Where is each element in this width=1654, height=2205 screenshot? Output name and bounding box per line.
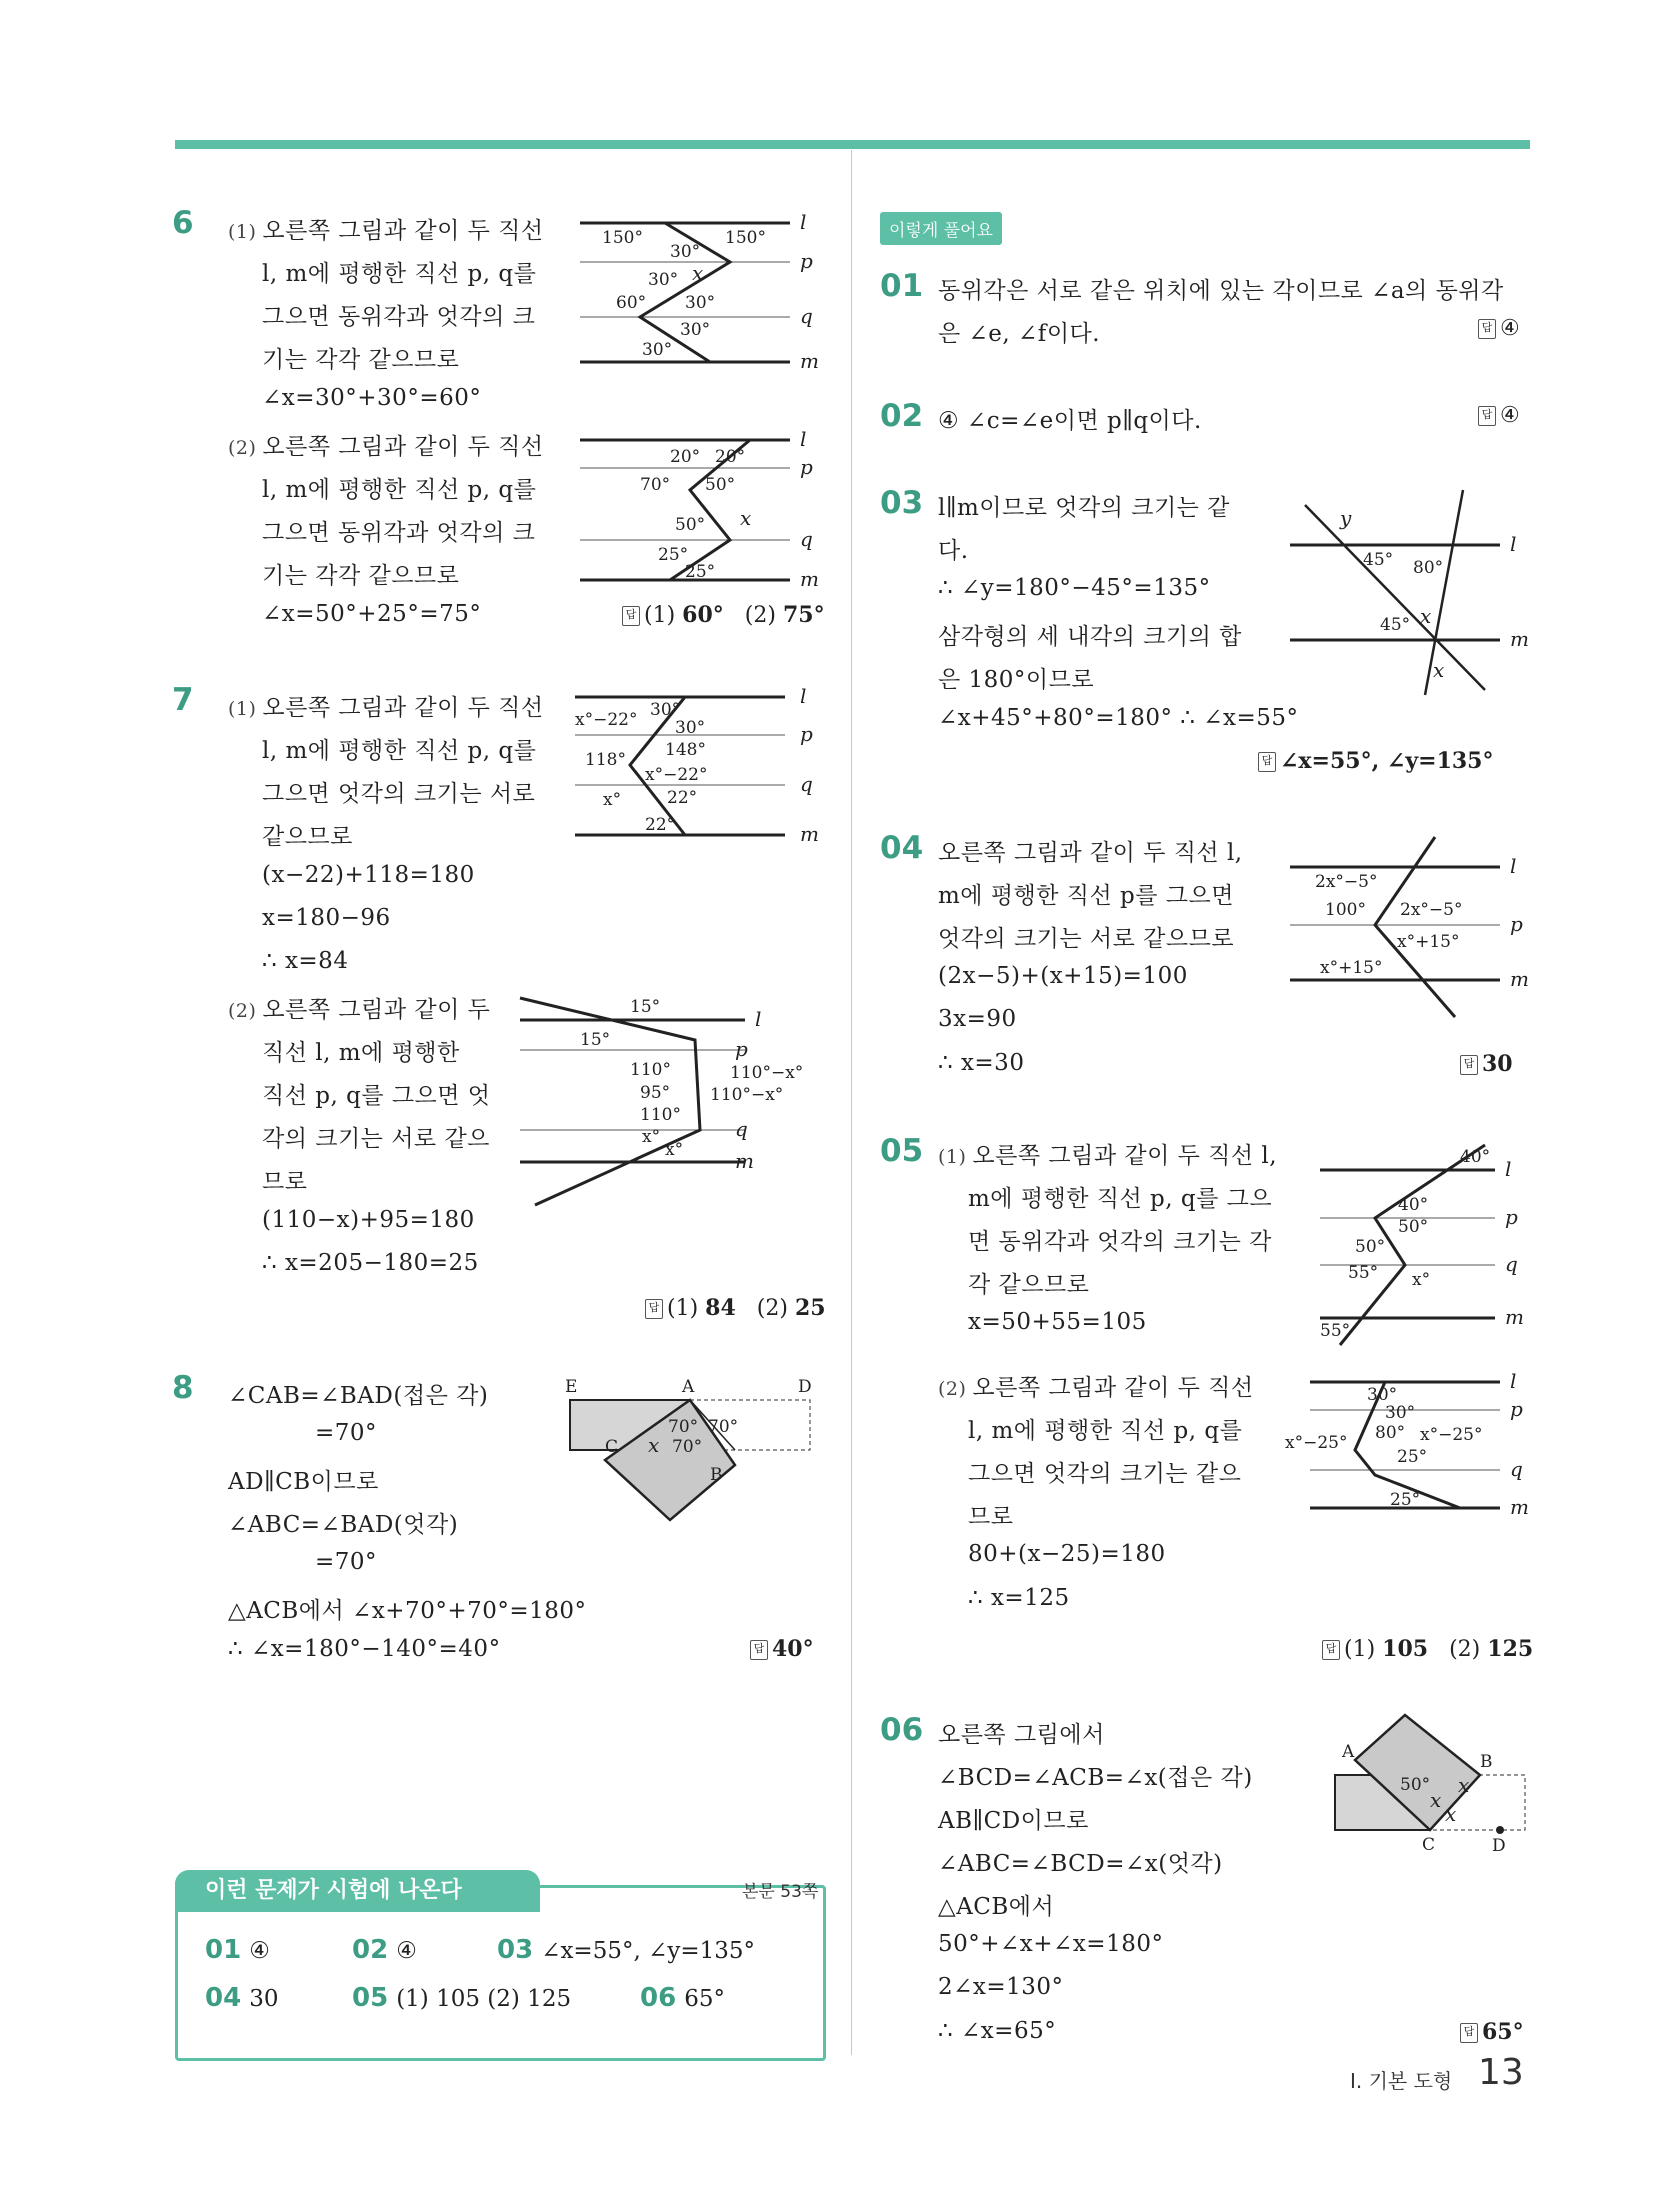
svg-text:40°: 40° xyxy=(1398,1195,1429,1215)
p05-text-line: l, m에 평행한 직선 p, q를 xyxy=(968,1418,1243,1444)
svg-text:x: x xyxy=(1445,1802,1457,1826)
svg-text:q: q xyxy=(800,527,813,551)
p8-text-line: ∴ ∠x=180°−140°=40° xyxy=(228,1636,501,1662)
svg-text:22°: 22° xyxy=(645,815,676,835)
p03-text-line: 은 180°이므로 xyxy=(938,667,1095,693)
svg-text:q: q xyxy=(1505,1252,1518,1276)
p01-answer: 답 ④ xyxy=(1478,316,1520,341)
exam-answer-item: 01 ④ xyxy=(205,1935,270,1965)
svg-text:55°: 55° xyxy=(1348,1263,1379,1283)
p7-text-line: ∴ x=205−180=25 xyxy=(262,1250,479,1276)
p8-text-line: ∠ABC=∠BAD(엇각) xyxy=(228,1512,459,1538)
svg-text:80°: 80° xyxy=(1375,1423,1406,1443)
svg-text:y: y xyxy=(1340,506,1352,530)
answer-icon: 답 xyxy=(1258,752,1276,772)
p8-text-line: =70° xyxy=(315,1549,378,1575)
svg-text:l: l xyxy=(1510,532,1517,556)
p7-text-line: (x−22)+118=180 xyxy=(262,862,475,888)
svg-text:l: l xyxy=(800,427,807,451)
svg-text:110°−x°: 110°−x° xyxy=(730,1063,804,1083)
exam-answer-item: 06 65° xyxy=(640,1983,725,2013)
p6-text-line: (1) 오른쪽 그림과 같이 두 직선 xyxy=(228,218,544,244)
p6-text-line: l, m에 평행한 직선 p, q를 xyxy=(262,261,537,287)
svg-text:B: B xyxy=(710,1465,723,1485)
answer-icon: 답 xyxy=(645,1299,663,1319)
svg-text:x: x xyxy=(1433,658,1445,682)
p6-text-line: 그으면 동위각과 엇각의 크 xyxy=(262,304,536,330)
svg-text:25°: 25° xyxy=(1397,1447,1428,1467)
svg-text:20°: 20° xyxy=(715,447,746,467)
p8-text-line: AD∥CB이므로 xyxy=(228,1469,379,1495)
svg-text:148°: 148° xyxy=(665,740,706,760)
svg-text:30°: 30° xyxy=(685,293,716,313)
p7-text-line: 같으므로 xyxy=(262,824,353,850)
p05-text-line: x=50+55=105 xyxy=(968,1309,1147,1335)
problem-number-6: 6 xyxy=(172,205,194,241)
page-number: 13 xyxy=(1478,2052,1524,2093)
p7-text-line: l, m에 평행한 직선 p, q를 xyxy=(262,738,537,764)
p05-text-line: 면 동위각과 엇각의 크기는 각 xyxy=(968,1229,1272,1255)
svg-text:30°: 30° xyxy=(650,700,681,720)
svg-text:C: C xyxy=(605,1437,619,1457)
svg-text:55°: 55° xyxy=(1320,1321,1351,1341)
p02-answer: 답 ④ xyxy=(1478,403,1520,428)
p04-answer: 답 30 xyxy=(1460,1051,1513,1077)
problem-number-06: 06 xyxy=(880,1712,924,1748)
svg-text:150°: 150° xyxy=(725,228,766,248)
p06-text-line: ∴ ∠x=65° xyxy=(938,2018,1057,2044)
svg-text:110°: 110° xyxy=(630,1060,671,1080)
svg-text:x: x xyxy=(1430,1788,1442,1812)
svg-text:m: m xyxy=(800,349,819,373)
p03-text-line: 다. xyxy=(938,538,969,564)
svg-text:q: q xyxy=(800,772,813,796)
problem-number-05: 05 xyxy=(880,1133,924,1169)
p04-text-line: 엇각의 크기는 서로 같으므로 xyxy=(938,926,1235,952)
svg-text:45°: 45° xyxy=(1363,550,1394,570)
svg-text:D: D xyxy=(1492,1836,1506,1856)
p05-text-line: (1) 오른쪽 그림과 같이 두 직선 l, xyxy=(938,1143,1278,1169)
p06-text-line: ∠BCD=∠ACB=∠x(접은 각) xyxy=(938,1765,1253,1791)
p02-text-line: ④ ∠c=∠e이면 p∥q이다. xyxy=(938,408,1202,434)
problem-number-7: 7 xyxy=(172,682,194,718)
svg-text:m: m xyxy=(1510,967,1529,991)
problem-number-02: 02 xyxy=(880,398,924,434)
p7-text-line: (1) 오른쪽 그림과 같이 두 직선 xyxy=(228,695,544,721)
p7-answer: 답 (1) 84 (2) 25 xyxy=(645,1295,826,1321)
svg-text:95°: 95° xyxy=(640,1083,671,1103)
svg-text:C: C xyxy=(1422,1835,1436,1855)
svg-text:30°: 30° xyxy=(675,718,706,738)
p05-text-line: 그으면 엇각의 크기는 같으 xyxy=(968,1461,1242,1487)
svg-text:110°: 110° xyxy=(640,1105,681,1125)
svg-text:x°−22°: x°−22° xyxy=(575,710,638,730)
p05-text-line: 80+(x−25)=180 xyxy=(968,1541,1166,1567)
svg-text:30°: 30° xyxy=(642,340,673,360)
p06-text-line: 50°+∠x+∠x=180° xyxy=(938,1931,1164,1957)
svg-text:x°: x° xyxy=(1412,1270,1431,1290)
p06-figure xyxy=(1330,1715,1530,1869)
svg-text:A: A xyxy=(1342,1742,1355,1762)
top-accent-bar xyxy=(175,140,1530,149)
p06-text-line: AB∥CD이므로 xyxy=(938,1808,1089,1834)
svg-text:30°: 30° xyxy=(648,270,679,290)
section-badge: 이렇게 풀어요 xyxy=(880,212,1002,245)
svg-text:m: m xyxy=(1510,1495,1529,1519)
p06-answer: 답 65° xyxy=(1460,2019,1524,2045)
svg-text:B: B xyxy=(1480,1752,1493,1772)
svg-text:m: m xyxy=(800,567,819,591)
svg-text:150°: 150° xyxy=(602,228,643,248)
svg-text:118°: 118° xyxy=(585,750,626,770)
svg-text:50°: 50° xyxy=(675,515,706,535)
svg-text:m: m xyxy=(735,1149,754,1173)
svg-text:30°: 30° xyxy=(670,242,701,262)
answer-icon: 답 xyxy=(750,1640,768,1660)
p04-text-line: 오른쪽 그림과 같이 두 직선 l, xyxy=(938,840,1243,866)
svg-text:p: p xyxy=(1505,1205,1518,1229)
svg-text:q: q xyxy=(1510,1457,1523,1481)
svg-text:q: q xyxy=(735,1117,748,1141)
svg-text:15°: 15° xyxy=(580,1030,611,1050)
p06-text-line: ∠ABC=∠BCD=∠x(엇각) xyxy=(938,1851,1223,1877)
svg-text:l: l xyxy=(800,210,807,234)
svg-text:50°: 50° xyxy=(1398,1217,1429,1237)
svg-text:l: l xyxy=(800,684,807,708)
svg-text:x: x xyxy=(692,261,704,285)
svg-text:x: x xyxy=(648,1433,660,1457)
svg-text:50°: 50° xyxy=(1355,1237,1386,1257)
answer-icon: 답 xyxy=(622,606,640,626)
svg-text:x°−25°: x°−25° xyxy=(1285,1433,1348,1453)
svg-text:50°: 50° xyxy=(1400,1775,1431,1795)
p05-text-line: 각 같으므로 xyxy=(968,1272,1090,1298)
p6-text-line: 그으면 동위각과 엇각의 크 xyxy=(262,520,536,546)
svg-text:x°+15°: x°+15° xyxy=(1397,932,1460,952)
p04-text-line: ∴ x=30 xyxy=(938,1050,1025,1076)
svg-text:p: p xyxy=(1510,1397,1523,1421)
p7-text-line: 므로 xyxy=(262,1169,308,1195)
svg-text:70°: 70° xyxy=(640,475,671,495)
svg-text:100°: 100° xyxy=(1325,900,1366,920)
svg-text:x°−25°: x°−25° xyxy=(1420,1425,1483,1445)
p6-text-line: 기는 각각 같으므로 xyxy=(262,347,460,373)
p8-text-line: =70° xyxy=(315,1420,378,1446)
p7-text-line: 그으면 엇각의 크기는 서로 xyxy=(262,781,536,807)
p05-figure-1 xyxy=(1320,1140,1530,1354)
svg-text:2x°−5°: 2x°−5° xyxy=(1315,872,1378,892)
svg-text:p: p xyxy=(1510,912,1523,936)
p8-text-line: △ACB에서 ∠x+70°+70°=180° xyxy=(228,1598,587,1624)
svg-text:m: m xyxy=(1510,627,1529,651)
svg-text:110°−x°: 110°−x° xyxy=(710,1085,784,1105)
p7-text-line: (110−x)+95=180 xyxy=(262,1207,475,1233)
svg-text:80°: 80° xyxy=(1413,558,1444,578)
svg-text:p: p xyxy=(800,722,813,746)
exam-answer-item: 05 (1) 105 (2) 125 xyxy=(352,1983,572,2013)
p7-text-line: 직선 p, q를 그으면 엇 xyxy=(262,1083,491,1109)
svg-text:60°: 60° xyxy=(616,293,647,313)
problem-number-03: 03 xyxy=(880,485,924,521)
svg-text:70°: 70° xyxy=(708,1417,739,1437)
exam-summary-reference: 본문 53쪽 xyxy=(742,1882,819,1902)
p7-text-line: 직선 l, m에 평행한 xyxy=(262,1040,460,1066)
p04-figure xyxy=(1285,835,1530,1024)
p05-text-line: (2) 오른쪽 그림과 같이 두 직선 xyxy=(938,1375,1254,1401)
svg-text:E: E xyxy=(565,1377,578,1397)
svg-text:15°: 15° xyxy=(630,997,661,1017)
p05-answer: 답 (1) 105 (2) 125 xyxy=(1322,1636,1533,1662)
answer-icon: 답 xyxy=(1460,2023,1478,2043)
answer-icon: 답 xyxy=(1322,1640,1340,1660)
answer-icon: 답 xyxy=(1478,319,1496,339)
svg-text:45°: 45° xyxy=(1380,615,1411,635)
p8-figure xyxy=(560,1370,825,1534)
p7-figure-2 xyxy=(520,990,820,1219)
svg-text:30°: 30° xyxy=(680,320,711,340)
p7-text-line: ∴ x=84 xyxy=(262,948,349,974)
problem-number-8: 8 xyxy=(172,1370,194,1406)
svg-text:x°−22°: x°−22° xyxy=(645,765,708,785)
svg-text:l: l xyxy=(755,1007,762,1031)
p04-text-line: m에 평행한 직선 p를 그으면 xyxy=(938,883,1234,909)
svg-text:m: m xyxy=(800,822,819,846)
p03-answer: 답 ∠x=55°, ∠y=135° xyxy=(1258,748,1494,774)
svg-text:70°: 70° xyxy=(672,1437,703,1457)
svg-text:A: A xyxy=(682,1377,695,1397)
p04-text-line: (2x−5)+(x+15)=100 xyxy=(938,963,1188,989)
p05-figure-2 xyxy=(1285,1370,1530,1534)
svg-text:p: p xyxy=(800,249,813,273)
p6-text-line: l, m에 평행한 직선 p, q를 xyxy=(262,477,537,503)
svg-text:l: l xyxy=(1510,854,1517,878)
p05-text-line: m에 평행한 직선 p, q를 그으 xyxy=(968,1186,1273,1212)
svg-text:50°: 50° xyxy=(705,475,736,495)
svg-text:40°: 40° xyxy=(1460,1147,1491,1167)
p05-text-line: ∴ x=125 xyxy=(968,1585,1070,1611)
svg-text:25°: 25° xyxy=(658,545,689,565)
p03-figure xyxy=(1285,485,1530,704)
p8-text-line: ∠CAB=∠BAD(접은 각) xyxy=(228,1383,489,1409)
p6-text-line: (2) 오른쪽 그림과 같이 두 직선 xyxy=(228,434,544,460)
exam-answer-item: 03 ∠x=55°, ∠y=135° xyxy=(497,1935,756,1965)
p6-text-line: ∠x=50°+25°=75° xyxy=(262,601,482,627)
exam-answer-item: 04 30 xyxy=(205,1983,279,2013)
svg-text:p: p xyxy=(800,455,813,479)
svg-text:30°: 30° xyxy=(1385,1403,1416,1423)
p03-text-line: ∴ ∠y=180°−45°=135° xyxy=(938,575,1211,601)
p6-figure-1 xyxy=(580,205,820,384)
answer-icon: 답 xyxy=(1460,1055,1478,1075)
exam-answer-item: 02 ④ xyxy=(352,1935,417,1965)
p03-text-line: 삼각형의 세 내각의 크기의 합 xyxy=(938,624,1242,650)
p8-answer: 답 40° xyxy=(750,1636,814,1662)
p01-text-line: 동위각은 서로 같은 위치에 있는 각이므로 ∠a의 동위각 xyxy=(938,278,1504,304)
p05-text-line: 므로 xyxy=(968,1504,1014,1530)
svg-text:p: p xyxy=(735,1037,748,1061)
p7-text-line: 각의 크기는 서로 같으 xyxy=(262,1126,490,1152)
svg-text:q: q xyxy=(800,304,813,328)
p7-figure-1 xyxy=(575,685,820,854)
p7-text-line: x=180−96 xyxy=(262,905,391,931)
chapter-label: I. 기본 도형 xyxy=(1350,2069,1453,2093)
p06-text-line: 2∠x=130° xyxy=(938,1974,1064,2000)
p6-text-line: 기는 각각 같으므로 xyxy=(262,563,460,589)
p6-text-line: ∠x=30°+30°=60° xyxy=(262,385,482,411)
svg-text:m: m xyxy=(1505,1305,1524,1329)
problem-number-04: 04 xyxy=(880,830,924,866)
svg-text:25°: 25° xyxy=(1390,1490,1421,1510)
svg-text:l: l xyxy=(1505,1157,1512,1181)
svg-text:x: x xyxy=(1420,604,1432,628)
svg-text:x°: x° xyxy=(665,1140,684,1160)
svg-text:x: x xyxy=(740,506,752,530)
svg-text:70°: 70° xyxy=(668,1417,699,1437)
svg-text:30°: 30° xyxy=(1367,1385,1398,1405)
answer-icon: 답 xyxy=(1478,406,1496,426)
p06-text-line: 오른쪽 그림에서 xyxy=(938,1722,1105,1748)
svg-text:x°: x° xyxy=(642,1127,661,1147)
svg-text:x: x xyxy=(1458,1773,1470,1797)
svg-text:l: l xyxy=(1510,1369,1517,1393)
p06-text-line: △ACB에서 xyxy=(938,1894,1055,1920)
problem-number-01: 01 xyxy=(880,268,924,304)
exam-summary-title: 이런 문제가 시험에 나온다 xyxy=(175,1870,540,1912)
p7-text-line: (2) 오른쪽 그림과 같이 두 xyxy=(228,997,491,1023)
svg-text:22°: 22° xyxy=(667,788,698,808)
p03-text-line: ∠x+45°+80°=180° ∴ ∠x=55° xyxy=(938,705,1299,731)
svg-text:20°: 20° xyxy=(670,447,701,467)
p6-figure-2 xyxy=(580,427,820,599)
p6-answer: 답 (1) 60° (2) 75° xyxy=(622,602,825,628)
svg-text:D: D xyxy=(798,1377,812,1397)
svg-text:2x°−5°: 2x°−5° xyxy=(1400,900,1463,920)
column-divider xyxy=(851,150,852,2055)
p04-text-line: 3x=90 xyxy=(938,1006,1017,1032)
p03-text-line: l∥m이므로 엇각의 크기는 같 xyxy=(938,495,1230,521)
p01-text-line: 은 ∠e, ∠f이다. xyxy=(938,321,1101,347)
svg-text:x°: x° xyxy=(603,790,622,810)
svg-text:25°: 25° xyxy=(685,562,716,582)
svg-text:x°+15°: x°+15° xyxy=(1320,958,1383,978)
